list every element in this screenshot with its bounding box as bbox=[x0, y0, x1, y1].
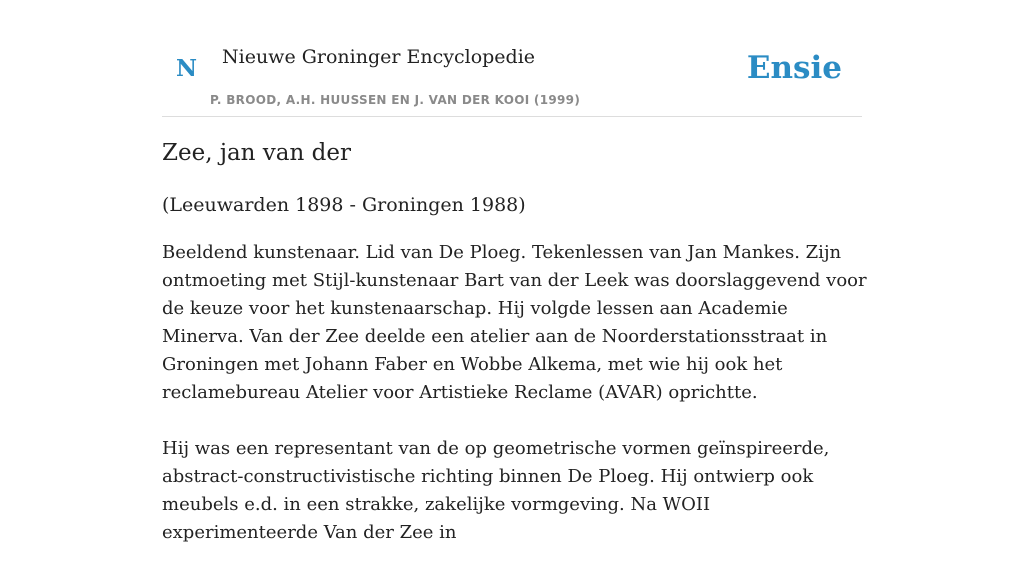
source-header bbox=[162, 0, 862, 117]
entry-title: Zee, jan van der bbox=[162, 140, 351, 166]
source-authors: P. BROOD, A.H. HUUSSEN EN J. VAN DER KOOI (1999) bbox=[210, 93, 581, 107]
entry-subtitle: (Leeuwarden 1898 - Groningen 1988) bbox=[162, 194, 526, 216]
source-logo-icon[interactable]: N bbox=[176, 55, 198, 82]
body-paragraph-1: Beeldend kunstenaar. Lid van De Ploeg. Tekenlessen van Jan Mankes. Zijn ontmoeting met Stijl-kunstenaar Bart van der Leek was doorslaggevend voor de keuze voor het kunstenaarschap. Hij volgde lessen aan Academie Minerva. Van der Zee deelde een atelier aan de Noorderstationsstraat in Groningen met Johann Faber en Wobbe Alkema, met wie hij ook het reclamebureau Atelier voor Artistieke Reclame (AVAR) oprichtte. bbox=[162, 242, 867, 403]
brand-logo[interactable]: Ensie bbox=[746, 50, 842, 86]
body-paragraph-2: Hij was een representant van de op geometrische vormen geïnspireerde, abstract-constructivistische richting binnen De Ploeg. Hij ontwierp ook meubels e.d. in een strakke, zakelijke vormgeving. Na WOII experimenteerde Van der Zee in bbox=[162, 438, 830, 543]
source-title-link[interactable]: Nieuwe Groninger Encyclopedie bbox=[222, 46, 536, 68]
entry-body bbox=[162, 239, 867, 575]
article-container bbox=[162, 0, 867, 543]
